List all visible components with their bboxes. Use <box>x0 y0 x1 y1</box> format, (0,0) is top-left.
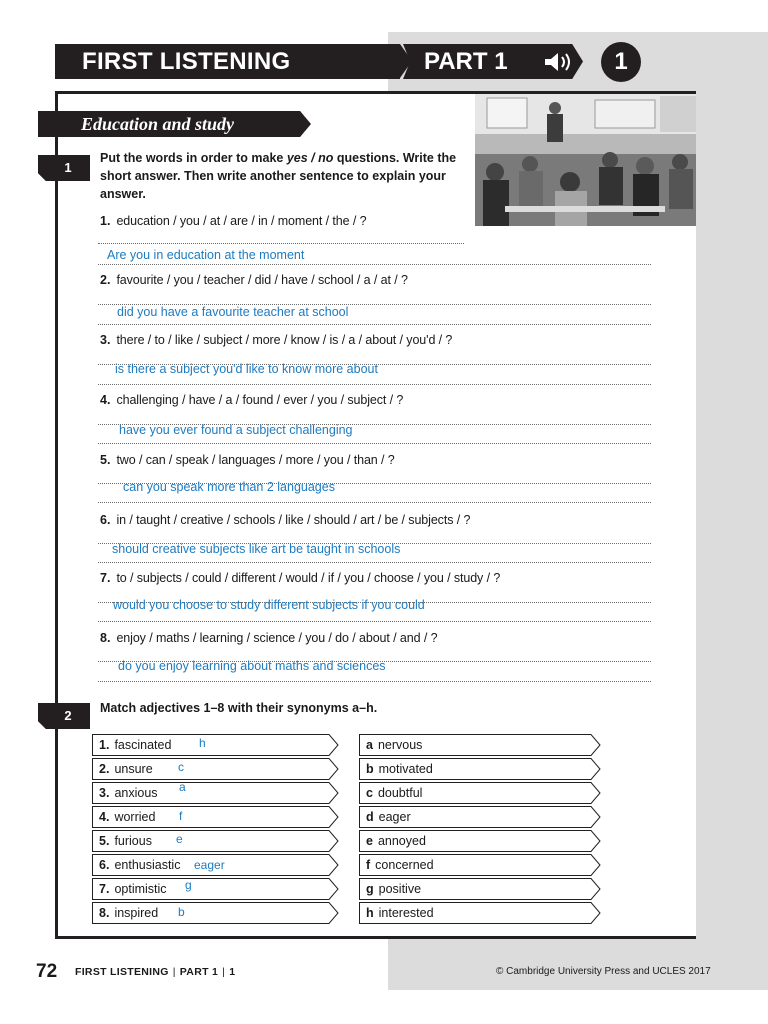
row-arrow <box>327 806 339 828</box>
synonym-word: concerned <box>375 858 434 872</box>
synonym-letter: g <box>366 882 374 896</box>
synonym-word: interested <box>378 906 434 920</box>
synonym-word: annoyed <box>377 834 426 848</box>
answer-text[interactable]: should creative subjects like art be taught in schools <box>112 542 401 556</box>
synonym-row <box>359 806 590 828</box>
synonym-letter: d <box>366 810 374 824</box>
answer-line <box>98 324 651 325</box>
unit-number-badge: 1 <box>601 42 641 82</box>
page-title: FIRST LISTENING <box>82 48 291 75</box>
exercise-2-number: 2 <box>64 708 72 723</box>
row-arrow <box>589 734 601 756</box>
row-arrow <box>327 734 339 756</box>
adjective-row <box>92 878 328 900</box>
answer-line <box>98 681 651 682</box>
question-8: 8. enjoy / maths / learning / science / you / do / about / and / ? <box>100 631 438 645</box>
row-arrow <box>327 758 339 780</box>
match-answer[interactable]: eager <box>194 858 225 872</box>
answer-line <box>98 243 464 244</box>
synonym-row <box>359 782 590 804</box>
adjective-number: 1. <box>99 738 110 752</box>
adjective-word: unsure <box>114 762 153 776</box>
synonym-row <box>359 734 590 756</box>
answer-line <box>98 562 651 563</box>
answer-text[interactable]: did you have a favourite teacher at school <box>117 305 349 319</box>
exercise-1-number: 1 <box>64 160 72 175</box>
part-label: PART 1 <box>424 48 508 75</box>
adjective-number: 8. <box>99 906 110 920</box>
synonym-letter: b <box>366 762 374 776</box>
row-arrow <box>327 854 339 876</box>
adjective-word: furious <box>114 834 152 848</box>
answer-line <box>98 264 651 265</box>
row-arrow <box>589 782 601 804</box>
adjective-row <box>92 782 328 804</box>
adjective-word: anxious <box>114 786 158 800</box>
synonym-letter: a <box>366 738 373 752</box>
exercise-1-instruction: Put the words in order to make yes / no questions. Write the short answer. Then write another sentence to explain your answer. <box>100 151 457 201</box>
synonym-letter: f <box>366 858 371 872</box>
synonym-word: positive <box>378 882 422 896</box>
match-answer[interactable]: b <box>178 905 185 919</box>
row-arrow <box>327 782 339 804</box>
copyright: © Cambridge University Press and UCLES 2017 <box>496 966 711 977</box>
synonym-letter: h <box>366 906 374 920</box>
row-arrow <box>589 758 601 780</box>
row-arrow <box>327 878 339 900</box>
synonym-word: motivated <box>378 762 433 776</box>
match-answer[interactable]: f <box>179 809 183 823</box>
row-arrow <box>589 806 601 828</box>
adjective-word: fascinated <box>114 738 172 752</box>
answer-text[interactable]: Are you in education at the moment <box>107 248 305 262</box>
synonym-row <box>359 854 590 876</box>
answer-line <box>98 621 651 622</box>
question-5: 5. two / can / speak / languages / more / you / than / ? <box>100 453 395 467</box>
adjective-word: inspired <box>114 906 159 920</box>
question-1: 1. education / you / at / are / in / moment / the / ? <box>100 214 367 228</box>
question-7: 7. to / subjects / could / different / would / if / you / choose / you / study / ? <box>100 571 501 585</box>
footer-label: FIRST LISTENING | PART 1 | 1 <box>75 966 236 978</box>
question-4: 4. challenging / have / a / found / ever / you / subject / ? <box>100 393 404 407</box>
row-arrow <box>327 902 339 924</box>
answer-line <box>98 502 651 503</box>
synonym-row <box>359 902 590 924</box>
adjective-word: enthusiastic <box>114 858 181 872</box>
adjective-row <box>92 806 328 828</box>
speaker-icon[interactable] <box>543 51 575 73</box>
row-arrow <box>589 902 601 924</box>
answer-text[interactable]: can you speak more than 2 languages <box>123 480 335 494</box>
answer-text[interactable]: have you ever found a subject challenging <box>119 423 353 437</box>
match-answer[interactable]: c <box>178 760 184 774</box>
answer-text[interactable]: is there a subject you'd like to know more about <box>115 362 378 376</box>
answer-line <box>98 384 651 385</box>
adjective-row <box>92 758 328 780</box>
exercise-2-instruction: Match adjectives 1–8 with their synonyms a–h. <box>100 701 378 715</box>
match-answer[interactable]: g <box>185 878 192 892</box>
question-3: 3. there / to / like / subject / more / know / is / a / about / you'd / ? <box>100 333 453 347</box>
synonym-row <box>359 878 590 900</box>
synonym-letter: e <box>366 834 373 848</box>
adjective-number: 3. <box>99 786 110 800</box>
adjective-number: 6. <box>99 858 110 872</box>
adjective-row <box>92 734 328 756</box>
adjective-number: 5. <box>99 834 110 848</box>
adjective-word: worried <box>114 810 156 824</box>
row-arrow <box>589 878 601 900</box>
adjective-row <box>92 902 328 924</box>
section-title: Education and study <box>81 114 235 134</box>
answer-text[interactable]: do you enjoy learning about maths and sciences <box>118 659 386 673</box>
match-answer[interactable]: a <box>179 780 186 794</box>
match-answer[interactable]: h <box>199 736 206 750</box>
adjective-number: 2. <box>99 762 110 776</box>
synonym-row <box>359 830 590 852</box>
page-number: 72 <box>36 961 58 982</box>
synonym-word: nervous <box>377 738 423 752</box>
question-6: 6. in / taught / creative / schools / like / should / art / be / subjects / ? <box>100 513 471 527</box>
row-arrow <box>589 854 601 876</box>
match-answer[interactable]: e <box>176 832 183 846</box>
row-arrow <box>589 830 601 852</box>
answer-line <box>98 443 651 444</box>
answer-text[interactable]: would you choose to study different subjects if you could <box>113 598 425 612</box>
adjective-number: 7. <box>99 882 110 896</box>
classroom-photo <box>475 94 696 226</box>
synonym-letter: c <box>366 786 373 800</box>
question-2: 2. favourite / you / teacher / did / have / school / a / at / ? <box>100 273 408 287</box>
adjective-word: optimistic <box>114 882 167 896</box>
synonym-word: eager <box>378 810 411 824</box>
row-arrow <box>327 830 339 852</box>
adjective-row <box>92 830 328 852</box>
adjective-number: 4. <box>99 810 110 824</box>
synonym-row <box>359 758 590 780</box>
synonym-word: doubtful <box>377 786 423 800</box>
